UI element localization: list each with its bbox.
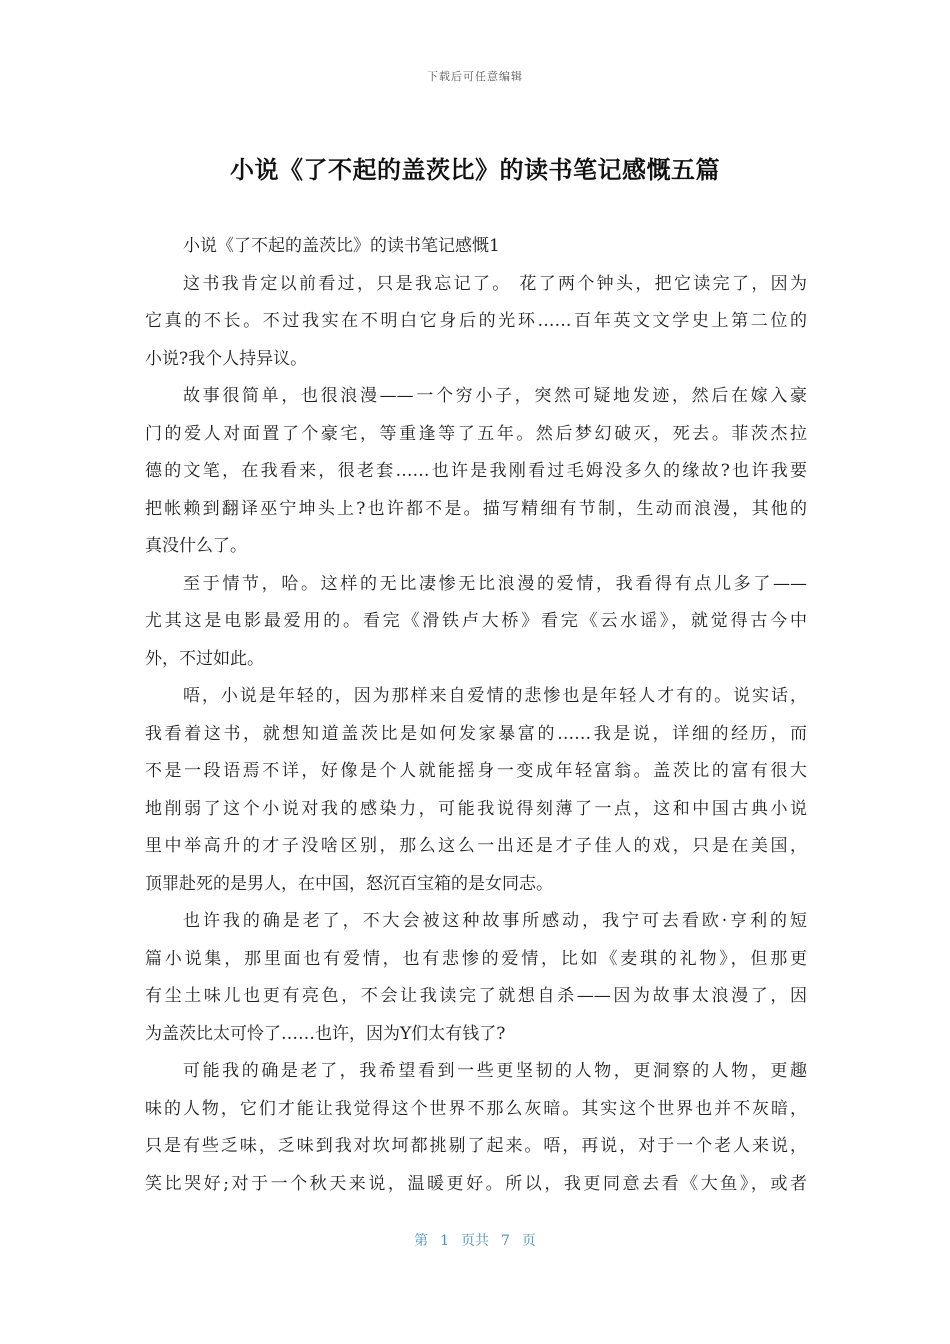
text-line: 小说?我个人持异议。 bbox=[145, 348, 308, 369]
body-text bbox=[145, 228, 807, 1203]
text-line: 小说《了不起的盖茨比》的读书笔记感慨1 bbox=[183, 236, 500, 256]
text-line: 为盖茨比太可怜了……也许，因为Y们太有钱了? bbox=[145, 1023, 506, 1044]
text-line: 也许我的确是老了，不大会被这种故事所感动，我宁可去看欧·亨利的短 bbox=[183, 911, 807, 931]
text-line: 外，不过如此。 bbox=[145, 648, 264, 669]
text-line: 有尘土味儿也更有亮色，不会让我读完了就想自杀——因为故事太浪漫了，因 bbox=[145, 986, 807, 1006]
text-line: 地削弱了这个小说对我的感染力，可能我说得刻薄了一点，这和中国古典小说 bbox=[145, 798, 807, 819]
text-line: 可能我的确是老了，我希望看到一些更坚韧的人物，更洞察的人物，更趣 bbox=[183, 1061, 807, 1081]
document-title: 小说《了不起的盖茨比》的读书笔记感慨五篇 bbox=[230, 156, 720, 184]
text-line: 篇小说集，那里面也有爱情，也有悲惨的爱情，比如《麦琪的礼物》，但那更 bbox=[145, 948, 807, 969]
text-line: 里中举高升的才子没啥区别，那么这么一出还是才子佳人的戏，只是在美国， bbox=[145, 836, 807, 856]
text-line: 德的文笔，在我看来，很老套……也许是我刚看过毛姆没多久的缘故?也许我要 bbox=[145, 461, 807, 481]
text-line: 把帐赖到翻译巫宁坤头上?也许都不是。描写精细有节制，生动而浪漫，其他的 bbox=[145, 498, 807, 519]
text-line: 它真的不长。不过我实在不明白它身后的光环……百年英文文学史上第二位的 bbox=[145, 311, 807, 331]
text-line: 只是有些乏味，乏味到我对坎坷都挑剔了起来。唔，再说，对于一个老人来说， bbox=[145, 1136, 807, 1156]
footer-suffix: 页 bbox=[521, 1233, 536, 1249]
text-line: 味的人物，它们才能让我觉得这个世界不那么灰暗。其实这个世界也并不灰暗， bbox=[145, 1098, 807, 1119]
text-line: 笑比哭好;对于一个秋天来说，温暖更好。所以，我更同意去看《大鱼》，或者 bbox=[145, 1173, 807, 1194]
text-line: 尤其这是电影最爱用的。看完《滑铁卢大桥》看完《云水谣》，就觉得古今中 bbox=[145, 611, 807, 631]
footer-page-number: 1 bbox=[440, 1233, 449, 1249]
footer-prefix: 第 bbox=[414, 1233, 429, 1249]
text-line: 真没什么了。 bbox=[145, 536, 247, 556]
text-line: 门的爱人对面置了个豪宅，等重逢等了五年。然后梦幻破灭，死去。菲茨杰拉 bbox=[145, 423, 807, 444]
text-line: 故事很简单，也很浪漫——一个穷小子，突然可疑地发迹，然后在嫁入豪 bbox=[183, 386, 807, 406]
text-line: 唔，小说是年轻的，因为那样来自爱情的悲惨也是年轻人才有的。说实话， bbox=[183, 686, 807, 706]
page-footer bbox=[0, 1230, 950, 1250]
text-line: 这书我肯定以前看过，只是我忘记了。 花了两个钟头，把它读完了，因为 bbox=[183, 273, 807, 294]
text-line: 顶罪赴死的是男人，在中国，怒沉百宝箱的是女同志。 bbox=[145, 873, 553, 894]
header-note: 下载后可任意编辑 bbox=[427, 70, 523, 83]
footer-middle: 页共 bbox=[461, 1233, 489, 1249]
text-line: 不是一段语焉不详，好像是个人就能摇身一变成年轻富翁。盖茨比的富有很大 bbox=[145, 761, 807, 781]
text-line: 至于情节，哈。这样的无比凄惨无比浪漫的爱情，我看得有点儿多了—— bbox=[183, 573, 807, 594]
text-line: 我看着这书，就想知道盖茨比是如何发家暴富的……我是说，详细的经历，而 bbox=[145, 723, 807, 744]
footer-total-pages: 7 bbox=[501, 1233, 510, 1249]
